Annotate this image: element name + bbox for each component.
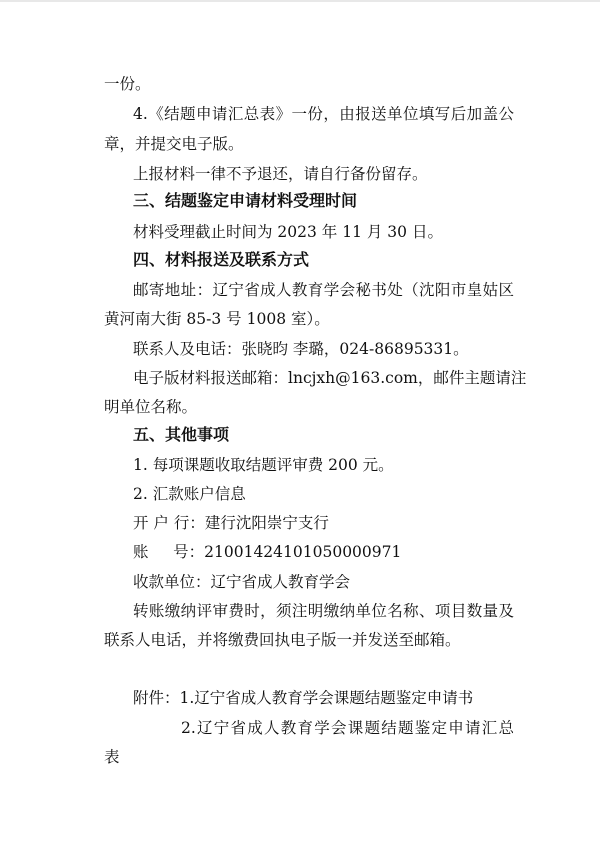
text-line: 黄河南大街 85-3 号 1008 室）。 [104,310,330,328]
text-line: 电子版材料报送邮箱：lncjxh@163.com，邮件主题请注 [133,369,527,387]
section-heading: 四、材料报送及联系方式 [133,250,310,269]
text-line: 4.《结题申请汇总表》一份，由报送单位填写后加盖公 [133,105,514,123]
text-line: 联系人及电话：张晓昀 李璐，024-86895331。 [133,340,469,358]
section-heading: 五、其他事项 [133,425,230,444]
attachment-line: 附件：1.辽宁省成人教育学会课题结题鉴定申请书 [133,689,474,707]
text-line: 章，并提交电子版。 [104,135,244,153]
text-line: 1. 每项课题收取结题评审费 200 元。 [133,456,394,474]
text-line: 材料受理截止时间为 2023 年 11 月 30 日。 [133,223,443,241]
text-line: 收款单位：辽宁省成人教育学会 [133,573,351,591]
text-line: 转账缴纳评审费时，须注明缴纳单位名称、项目数量及 [133,602,514,620]
attachment-line: 表 [104,748,120,766]
text-line: 开 户 行：建行沈阳崇宁支行 [133,514,329,532]
text-line: 联系人电话，并将缴费回执电子版一并发送至邮箱。 [104,631,461,649]
attachment-line: 2.辽宁省成人教育学会课题结题鉴定申请汇总 [181,719,514,737]
text-line: 明单位名称。 [104,398,198,416]
text-line: 一份。 [104,75,151,93]
section-heading: 三、结题鉴定申请材料受理时间 [133,191,358,210]
text-line: 2. 汇款账户信息 [133,485,246,503]
text-line: 账 号：21001424101050000971 [133,543,402,561]
top-edge [0,0,600,2]
text-line: 邮寄地址：辽宁省成人教育学会秘书处（沈阳市皇姑区 [133,281,514,299]
text-line: 上报材料一律不予退还，请自行备份留存。 [133,165,428,183]
